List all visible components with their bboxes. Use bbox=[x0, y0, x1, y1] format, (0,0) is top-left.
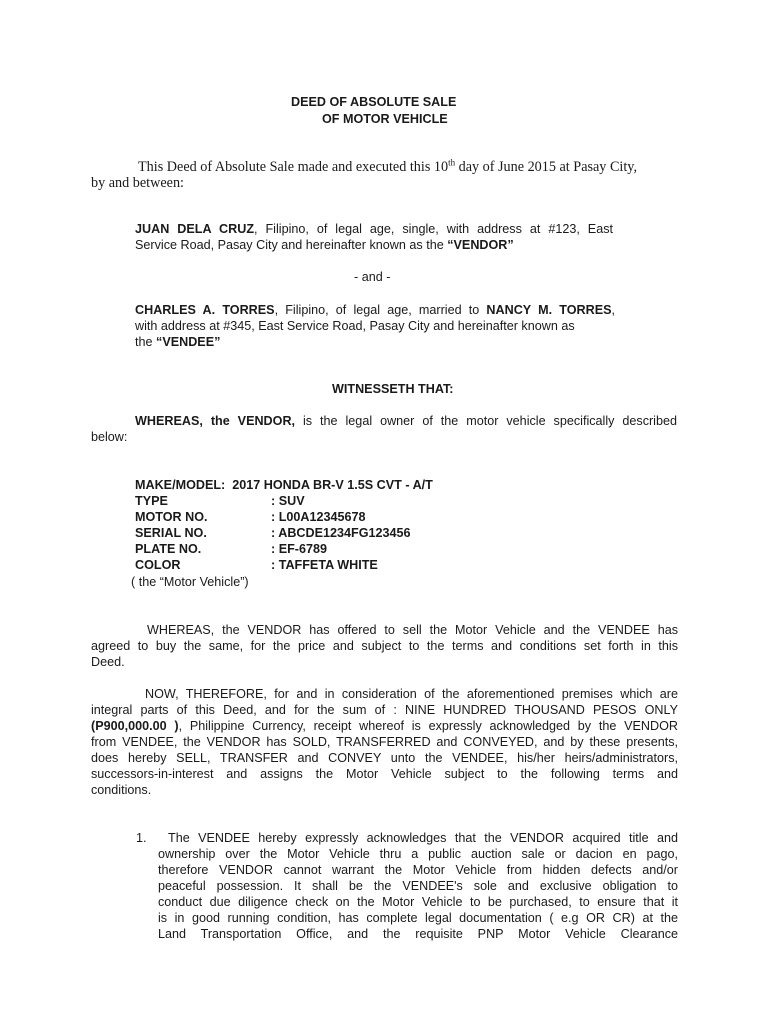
vendee-name: CHARLES A. TORRES bbox=[135, 303, 275, 317]
row-label: TYPE bbox=[135, 494, 168, 508]
now-therefore-para bbox=[91, 686, 678, 798]
row-value: : L00A12345678 bbox=[271, 510, 366, 524]
vehicle-row-plate bbox=[135, 541, 327, 557]
row-value: : EF-6789 bbox=[271, 542, 327, 556]
vehicle-row-type bbox=[135, 493, 305, 509]
term1-line5: conduct due diligence check on the Motor Vehicle to be purchased, to ensure that it bbox=[158, 895, 678, 909]
row-value: : ABCDE1234FG123456 bbox=[271, 526, 411, 540]
vehicle-row-color bbox=[135, 557, 378, 573]
row-label: PLATE NO. bbox=[135, 542, 202, 556]
term1-line6: is in good running condition, has complete legal documentation ( e.g OR CR) at the bbox=[158, 911, 678, 925]
intro-line2: by and between: bbox=[91, 175, 184, 191]
vendee-line1 bbox=[135, 302, 615, 318]
vendee-desc: , Filipino, of legal age, married to bbox=[274, 303, 487, 317]
vendor-desc-2: Service Road, Pasay City and hereinafter known as the bbox=[135, 238, 448, 252]
vendee-line3 bbox=[135, 334, 220, 350]
term1-number: 1. bbox=[136, 831, 147, 845]
vendee-role: “VENDEE” bbox=[156, 335, 221, 349]
whereas1-line2: below: bbox=[91, 430, 128, 444]
document-title-line2: OF MOTOR VEHICLE bbox=[322, 112, 448, 126]
vendor-desc: , Filipino, of legal age, single, with address at #123, East bbox=[254, 222, 613, 236]
vehicle-row-serial bbox=[135, 525, 411, 541]
whereas2-line1: WHEREAS, the VENDOR has offered to sell the Motor Vehicle and the VENDEE has bbox=[147, 623, 678, 637]
term1-line1: The VENDEE hereby expressly acknowledges that the VENDOR acquired title and bbox=[168, 831, 678, 845]
witnesseth-heading: WITNESSETH THAT: bbox=[332, 382, 454, 396]
vendor-role: “VENDOR” bbox=[447, 238, 514, 252]
document-title-line1: DEED OF ABSOLUTE SALE bbox=[291, 95, 457, 109]
intro-text: This Deed of Absolute Sale made and executed this 10 bbox=[138, 159, 449, 175]
vehicle-make-model bbox=[135, 477, 433, 493]
vendee-desc-3: the bbox=[135, 335, 157, 349]
row-label: SERIAL NO. bbox=[135, 526, 207, 540]
nt-line6: successors-in-interest and assigns the Motor Vehicle subject to the following terms and bbox=[91, 767, 678, 781]
row-value: : SUV bbox=[271, 494, 305, 508]
nt-line3-rest: , Philippine Currency, receipt whereof is expressly acknowledged by the VENDOR bbox=[178, 719, 678, 733]
nt-line1: NOW, THEREFORE, for and in consideration of the aforementioned premises which are bbox=[145, 687, 678, 701]
vehicle-row-motor bbox=[135, 509, 366, 525]
term1-line4: peaceful possession. It shall be the VENDEE's sole and exclusive obligation to bbox=[158, 879, 678, 893]
whereas1-lead: WHEREAS, the VENDOR, bbox=[135, 414, 296, 428]
nt-line4: from VENDEE, the VENDOR has SOLD, TRANSFERRED and CONVEYED, and by these presents, bbox=[91, 735, 678, 749]
vendee-line2: with address at #345, East Service Road, Pasay City and hereinafter known as bbox=[135, 319, 575, 333]
intro-line1 bbox=[138, 159, 678, 175]
whereas1-line1 bbox=[91, 413, 677, 429]
nt-line5: does hereby SELL, TRANSFER and CONVEY unto the VENDEE, his/her heirs/administrators, bbox=[91, 751, 678, 765]
price-amount: (P900,000.00 ) bbox=[91, 719, 179, 733]
vendor-line2 bbox=[135, 237, 514, 253]
whereas1-rest: is the legal owner of the motor vehicle specifically described bbox=[295, 414, 677, 428]
nt-line3 bbox=[91, 718, 678, 734]
row-value: : TAFFETA WHITE bbox=[271, 558, 378, 572]
whereas2-line2: agreed to buy the same, for the price and subject to the terms and conditions set forth in this bbox=[91, 639, 678, 653]
intro-text-end: day of June 2015 at Pasay City, bbox=[455, 159, 638, 175]
row-label: MOTOR NO. bbox=[135, 510, 208, 524]
vendee-spouse: NANCY M. TORRES bbox=[486, 303, 612, 317]
vehicle-caption: ( the “Motor Vehicle”) bbox=[131, 575, 249, 589]
term1-text bbox=[158, 830, 678, 942]
whereas2-line3: Deed. bbox=[91, 655, 125, 669]
term1-line3: therefore VENDOR cannot warrant the Motor Vehicle from hidden defects and/or bbox=[158, 863, 678, 877]
nt-line7: conditions. bbox=[91, 783, 152, 797]
make-value: 2017 HONDA BR-V 1.5S CVT - A/T bbox=[232, 478, 433, 492]
make-label: MAKE/MODEL: bbox=[135, 478, 226, 492]
vendor-line1 bbox=[135, 221, 613, 237]
vendor-name: JUAN DELA CRUZ bbox=[135, 222, 255, 236]
whereas2-para bbox=[91, 622, 678, 670]
intro-ordinal: th bbox=[448, 157, 456, 168]
and-separator: - and - bbox=[354, 270, 391, 284]
term1-line7: Land Transportation Office, and the requisite PNP Motor Vehicle Clearance bbox=[158, 927, 678, 941]
term1-line2: ownership over the Motor Vehicle thru a public auction sale or dacion en pago, bbox=[158, 847, 678, 861]
row-label: COLOR bbox=[135, 558, 181, 572]
vendee-desc-end: , bbox=[611, 303, 616, 317]
nt-line2: integral parts of this Deed, and for the sum of : NINE HUNDRED THOUSAND PESOS ONLY bbox=[91, 703, 678, 717]
